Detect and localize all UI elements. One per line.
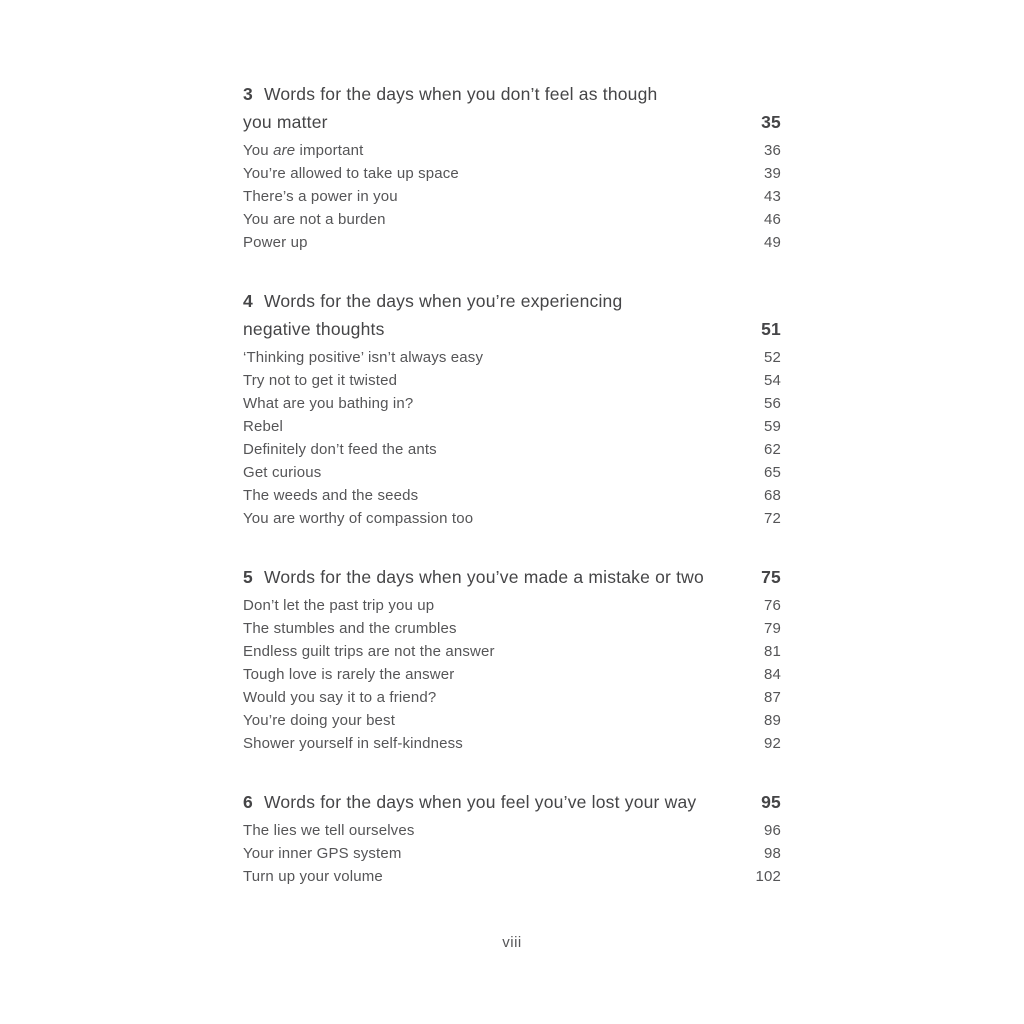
toc-entry [243,461,781,484]
toc-entry [243,617,781,640]
toc-entry-title: You’re allowed to take up space [243,165,459,182]
chapter-entries [243,594,781,755]
toc-section [243,80,781,254]
chapter-number: 4 [243,291,253,311]
toc-entry [243,686,781,709]
toc-entry-title: Try not to get it twisted [243,372,398,389]
toc-entry-title: Get curious [243,464,322,481]
toc-entry [243,663,781,686]
chapter-heading-line [243,80,781,108]
toc-entry-title: ‘Thinking positive’ isn’t always easy [243,349,484,366]
toc-entry-page-number: 43 [764,188,781,205]
toc-section [243,563,781,755]
toc-entry-title: You are worthy of compassion too [243,510,474,527]
table-of-contents [243,80,781,921]
toc-entry-page-number: 52 [764,349,781,366]
chapter-entries [243,139,781,254]
chapter-title: Words for the days when you feel you’ve lost your way [263,792,697,812]
toc-entry-page-number: 87 [764,689,781,706]
toc-section [243,287,781,530]
toc-entry [243,594,781,617]
chapter-heading-line [243,287,781,315]
chapter-heading-line [243,563,781,591]
toc-entry [243,484,781,507]
toc-entry-page-number: 62 [764,441,781,458]
toc-entry-page-number: 76 [764,597,781,614]
chapter-entries [243,346,781,530]
toc-entry-title: Your inner GPS system [243,845,402,862]
toc-entry [243,185,781,208]
chapter-heading [243,563,781,591]
toc-entry-title: The lies we tell ourselves [243,822,415,839]
chapter-page-number: 75 [761,567,781,587]
toc-entry-page-number: 92 [764,735,781,752]
toc-entry [243,507,781,530]
toc-section [243,788,781,888]
toc-entry [243,438,781,461]
toc-entry-page-number: 39 [764,165,781,182]
toc-entry-page-number: 81 [764,643,781,660]
chapter-title: you matter [243,112,328,132]
toc-entry-page-number: 59 [764,418,781,435]
toc-entry-page-number: 79 [764,620,781,637]
chapter-number: 3 [243,84,253,104]
chapter-title: Words for the days when you’re experiencing [263,291,623,311]
toc-entry [243,208,781,231]
toc-entry-title: Shower yourself in self-kindness [243,735,463,752]
toc-entry [243,415,781,438]
toc-entry-page-number: 56 [764,395,781,412]
toc-entry-title: There’s a power in you [243,188,398,205]
toc-entry [243,640,781,663]
toc-entry [243,819,781,842]
chapter-page-number: 51 [761,319,781,339]
toc-entry [243,231,781,254]
toc-entry [243,392,781,415]
toc-entry-title: You’re doing your best [243,712,396,729]
toc-entry-title: Don’t let the past trip you up [243,597,435,614]
chapter-heading [243,80,781,136]
toc-entry-title: The stumbles and the crumbles [243,620,457,637]
toc-entry-page-number: 102 [755,868,781,885]
chapter-number: 6 [243,792,253,812]
toc-entry [243,162,781,185]
chapter-number: 5 [243,567,253,587]
toc-entry-page-number: 98 [764,845,781,862]
toc-entry-title: You are not a burden [243,211,386,228]
folio-page-number: viii [502,934,522,951]
toc-entry [243,732,781,755]
toc-entry [243,709,781,732]
chapter-heading [243,287,781,343]
toc-entry-page-number: 89 [764,712,781,729]
chapter-heading-line [243,788,781,816]
chapter-heading [243,788,781,816]
toc-entry-title: Definitely don’t feed the ants [243,441,437,458]
toc-entry-page-number: 96 [764,822,781,839]
toc-entry-page-number: 65 [764,464,781,481]
toc-entry-page-number: 54 [764,372,781,389]
chapter-heading-line [243,315,781,343]
toc-entry [243,346,781,369]
toc-entry-page-number: 36 [764,142,781,159]
toc-entry [243,865,781,888]
toc-entry-title: Turn up your volume [243,868,383,885]
toc-entry [243,139,781,162]
chapter-page-number: 35 [761,112,781,132]
toc-entry-title: You are important [243,142,364,159]
toc-entry-title: Endless guilt trips are not the answer [243,643,495,660]
toc-entry-title: Tough love is rarely the answer [243,666,455,683]
toc-entry-title: Rebel [243,418,283,435]
toc-entry-title: Would you say it to a friend? [243,689,437,706]
chapter-title: Words for the days when you’ve made a mistake or two [263,567,704,587]
toc-entry-page-number: 46 [764,211,781,228]
toc-entry [243,842,781,865]
chapter-heading-line [243,108,781,136]
chapter-entries [243,819,781,888]
toc-entry-page-number: 49 [764,234,781,251]
toc-entry-page-number: 72 [764,510,781,527]
toc-entry [243,369,781,392]
chapter-title: negative thoughts [243,319,385,339]
toc-entry-page-number: 68 [764,487,781,504]
chapter-title: Words for the days when you don’t feel as though [263,84,658,104]
toc-entry-title: The weeds and the seeds [243,487,419,504]
toc-entry-title: What are you bathing in? [243,395,414,412]
chapter-page-number: 95 [761,792,781,812]
toc-entry-page-number: 84 [764,666,781,683]
toc-entry-title: Power up [243,234,308,251]
